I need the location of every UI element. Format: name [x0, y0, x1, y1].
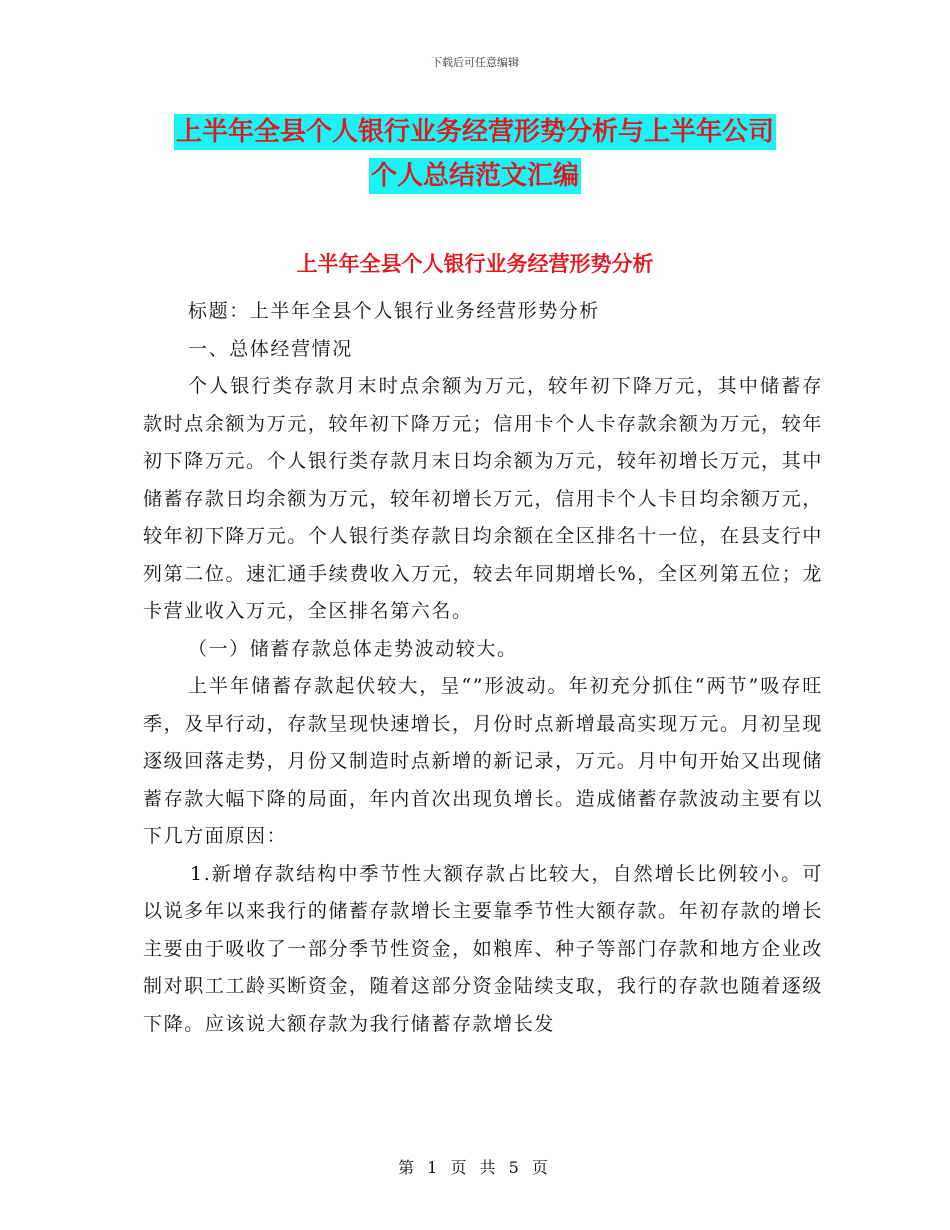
heading-overall-operations: 一、总体经营情况	[188, 337, 353, 360]
title-line: 标题：上半年全县个人银行业务经营形势分析	[188, 300, 601, 322]
document-body	[143, 293, 823, 1043]
document-main-title	[0, 110, 950, 198]
main-title-line-1: 上半年全县个人银行业务经营形势分析与上半年公司	[174, 114, 776, 150]
section-title: 上半年全县个人银行业务经营形势分析	[296, 251, 654, 276]
subheading-savings-deposit: （一）储蓄存款总体走势波动较大。	[188, 637, 518, 660]
paragraph-reason-1: 1.新增存款结构中季节性大额存款占比较大，自然增长比例较小。可以说多年以来我行的储蓄存款增长主要靠季节性大额存款。年初存款的增长主要由于吸收了一部分季节性资金，如粮库、种子等部门存款和地方企业改制对职工工龄买断资金，随着这部分资金陆续支取，我行的存款也随着逐级下降。应该说大额存款为我行储蓄存款增长发	[143, 862, 823, 1035]
paragraph-savings-fluctuation: 上半年储蓄存款起伏较大，呈“”形波动。年初充分抓住“两节”吸存旺季，及早行动，存款呈现快速增长，月份时点新增最高实现万元。月初呈现逐级回落走势，月份又制造时点新增的新记录，万元。月中旬开始又出现储蓄存款大幅下降的局面，年内首次出现负增长。造成储蓄存款波动主要有以下几方面原因：	[143, 675, 823, 847]
main-title-line-2: 个人总结范文汇编	[369, 158, 581, 194]
header-note: 下载后可任意编辑	[431, 56, 519, 69]
paragraph-overview: 个人银行类存款月末时点余额为万元，较年初下降万元，其中储蓄存款时点余额为万元，较年初下降万元；信用卡个人卡存款余额为万元，较年初下降万元。个人银行类存款月末日均余额为万元，较年初增长万元，其中储蓄存款日均余额为万元，较年初增长万元，信用卡个人卡日均余额万元，较年初下降万元。个人银行类存款日均余额在全区排名十一位，在县支行中列第二位。速汇通手续费收入万元，较去年同期增长%，全区列第五位；龙卡营业收入万元，全区排名第六名。	[143, 375, 823, 622]
page-number-footer: 第 1 页 共 5 页	[398, 1158, 552, 1177]
